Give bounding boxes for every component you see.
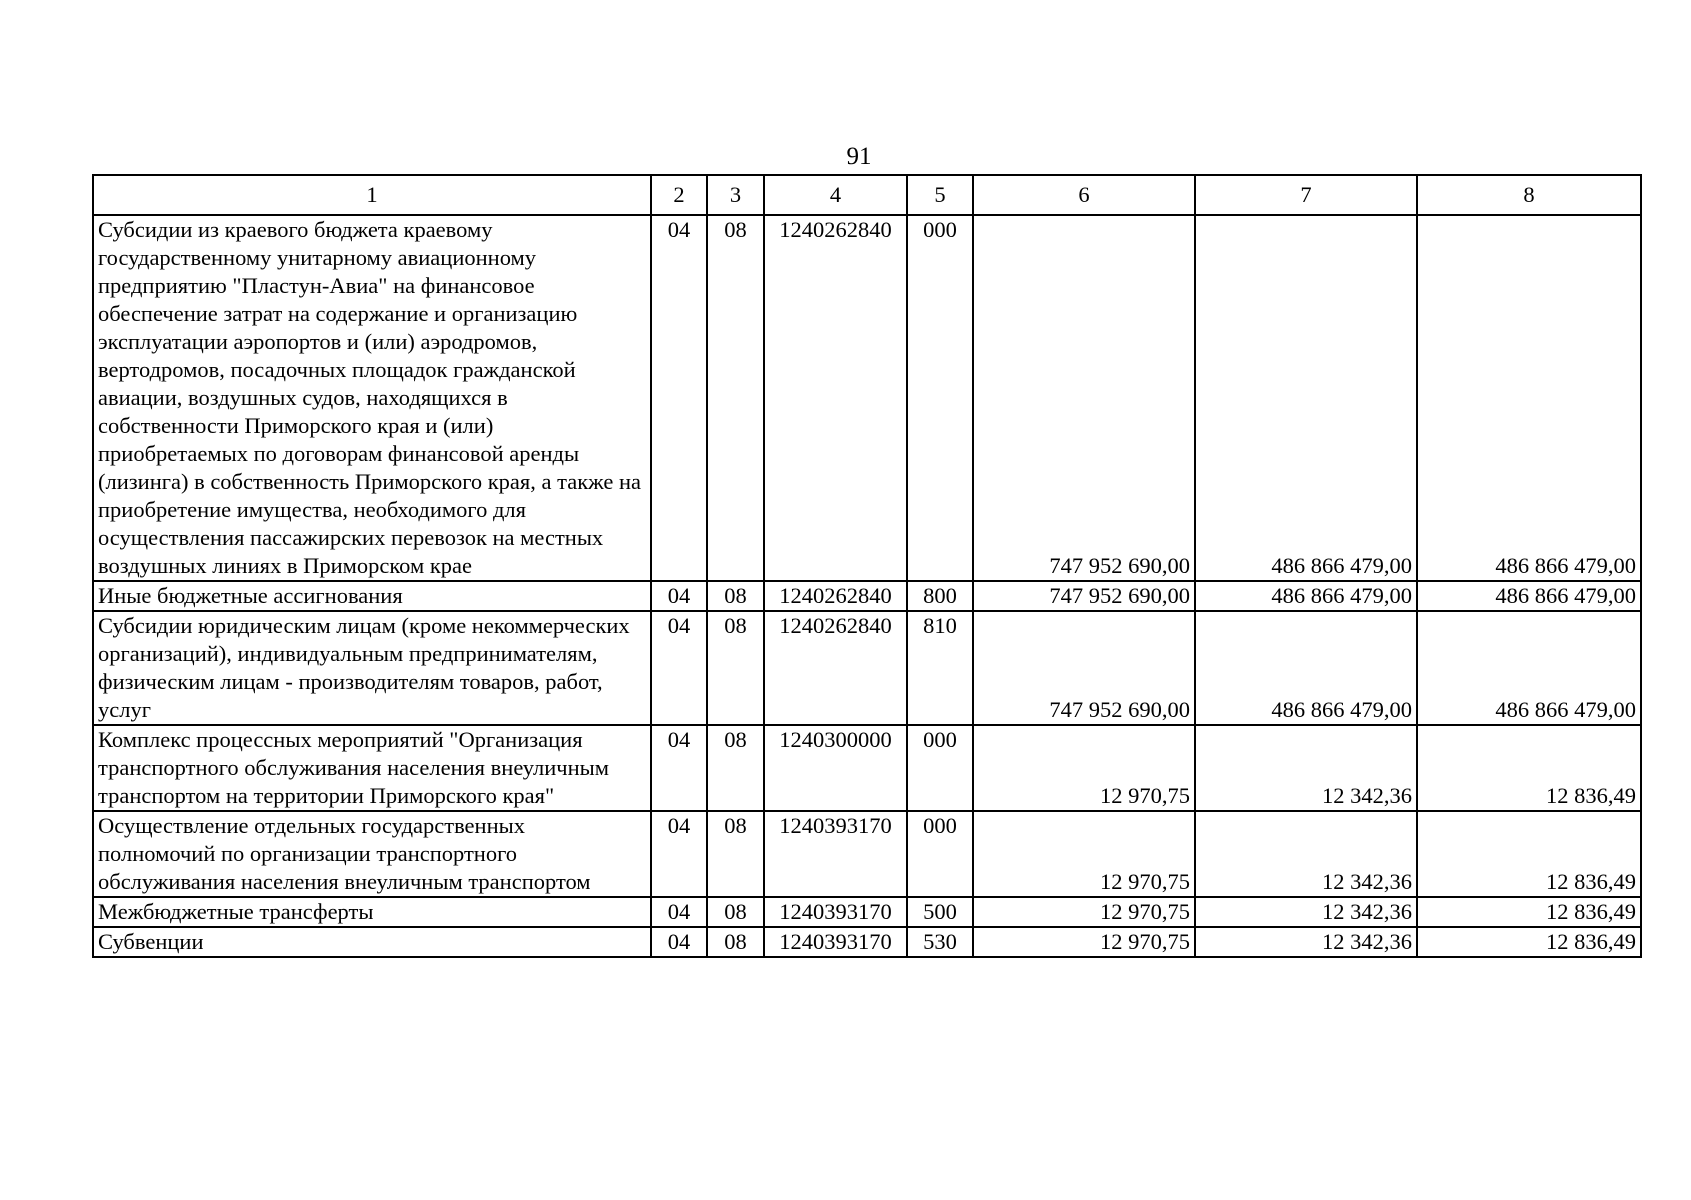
- header-row: [93, 175, 1641, 215]
- table-row: [93, 725, 1641, 811]
- header-cell: 7: [1195, 175, 1417, 215]
- subsection-code: 08: [707, 725, 764, 811]
- amount-col-8: 12 836,49: [1417, 927, 1641, 957]
- row-name: Осуществление отдельных государственных полномочий по организации транспортного обслуживания населения внеуличным транспортом: [93, 811, 651, 897]
- amount-col-7: 12 342,36: [1195, 725, 1417, 811]
- target-code: 1240262840: [764, 215, 907, 581]
- amount-col-7: 486 866 479,00: [1195, 581, 1417, 611]
- page-number: 91: [846, 143, 872, 170]
- amount-col-6: 747 952 690,00: [973, 215, 1195, 581]
- section-code: 04: [651, 811, 707, 897]
- kind-code: 810: [907, 611, 973, 725]
- amount-col-6: 747 952 690,00: [973, 581, 1195, 611]
- section-code: 04: [651, 725, 707, 811]
- row-name: Межбюджетные трансферты: [93, 897, 651, 927]
- row-name: Субвенции: [93, 927, 651, 957]
- header-cell: 4: [764, 175, 907, 215]
- table-row: [93, 581, 1641, 611]
- kind-code: 000: [907, 811, 973, 897]
- amount-col-6: 12 970,75: [973, 897, 1195, 927]
- target-code: 1240393170: [764, 927, 907, 957]
- subsection-code: 08: [707, 581, 764, 611]
- kind-code: 530: [907, 927, 973, 957]
- row-name: Субсидии из краевого бюджета краевому государственному унитарному авиационному предприятию "Пластун-Авиа" на финансовое обеспечение затрат на содержание и организацию эксплуатации аэропортов и (или) аэродромов, вертодромов, посадочных площадок гражданской авиации, воздушных судов, находящихся в собственности Приморского края и (или) приобретаемых по договорам финансовой аренды (лизинга) в собственность Приморского края, а также на приобретение имущества, необходимого для осуществления пассажирских перевозок на местных воздушных линиях в Приморском крае: [93, 215, 651, 581]
- amount-col-8: 486 866 479,00: [1417, 611, 1641, 725]
- amount-col-8: 486 866 479,00: [1417, 581, 1641, 611]
- header-cell: 6: [973, 175, 1195, 215]
- header-cell: 8: [1417, 175, 1641, 215]
- kind-code: 500: [907, 897, 973, 927]
- section-code: 04: [651, 611, 707, 725]
- kind-code: 000: [907, 215, 973, 581]
- amount-col-7: 486 866 479,00: [1195, 611, 1417, 725]
- target-code: 1240393170: [764, 811, 907, 897]
- target-code: 1240300000: [764, 725, 907, 811]
- amount-col-6: 12 970,75: [973, 725, 1195, 811]
- table-row: [93, 215, 1641, 581]
- subsection-code: 08: [707, 897, 764, 927]
- amount-col-7: 12 342,36: [1195, 897, 1417, 927]
- amount-col-7: 12 342,36: [1195, 811, 1417, 897]
- amount-col-8: 12 836,49: [1417, 725, 1641, 811]
- table-row: [93, 811, 1641, 897]
- section-code: 04: [651, 927, 707, 957]
- header-cell: 2: [651, 175, 707, 215]
- subsection-code: 08: [707, 611, 764, 725]
- amount-col-8: 486 866 479,00: [1417, 215, 1641, 581]
- amount-col-6: 12 970,75: [973, 927, 1195, 957]
- amount-col-6: 747 952 690,00: [973, 611, 1195, 725]
- subsection-code: 08: [707, 811, 764, 897]
- subsection-code: 08: [707, 215, 764, 581]
- kind-code: 800: [907, 581, 973, 611]
- subsection-code: 08: [707, 927, 764, 957]
- amount-col-8: 12 836,49: [1417, 811, 1641, 897]
- amount-col-7: 12 342,36: [1195, 927, 1417, 957]
- row-name: Иные бюджетные ассигнования: [93, 581, 651, 611]
- header-cell: 1: [93, 175, 651, 215]
- section-code: 04: [651, 581, 707, 611]
- header-cell: 3: [707, 175, 764, 215]
- amount-col-7: 486 866 479,00: [1195, 215, 1417, 581]
- row-name: Комплекс процессных мероприятий "Организация транспортного обслуживания населения внеуличным транспортом на территории Приморского края": [93, 725, 651, 811]
- target-code: 1240262840: [764, 611, 907, 725]
- section-code: 04: [651, 897, 707, 927]
- row-name: Субсидии юридическим лицам (кроме некоммерческих организаций), индивидуальным предпринимателям, физическим лицам - производителям товаров, работ, услуг: [93, 611, 651, 725]
- budget-table: [92, 174, 1642, 958]
- table-row: [93, 897, 1641, 927]
- amount-col-6: 12 970,75: [973, 811, 1195, 897]
- table-row: [93, 927, 1641, 957]
- table-row: [93, 611, 1641, 725]
- target-code: 1240393170: [764, 897, 907, 927]
- section-code: 04: [651, 215, 707, 581]
- header-cell: 5: [907, 175, 973, 215]
- target-code: 1240262840: [764, 581, 907, 611]
- amount-col-8: 12 836,49: [1417, 897, 1641, 927]
- kind-code: 000: [907, 725, 973, 811]
